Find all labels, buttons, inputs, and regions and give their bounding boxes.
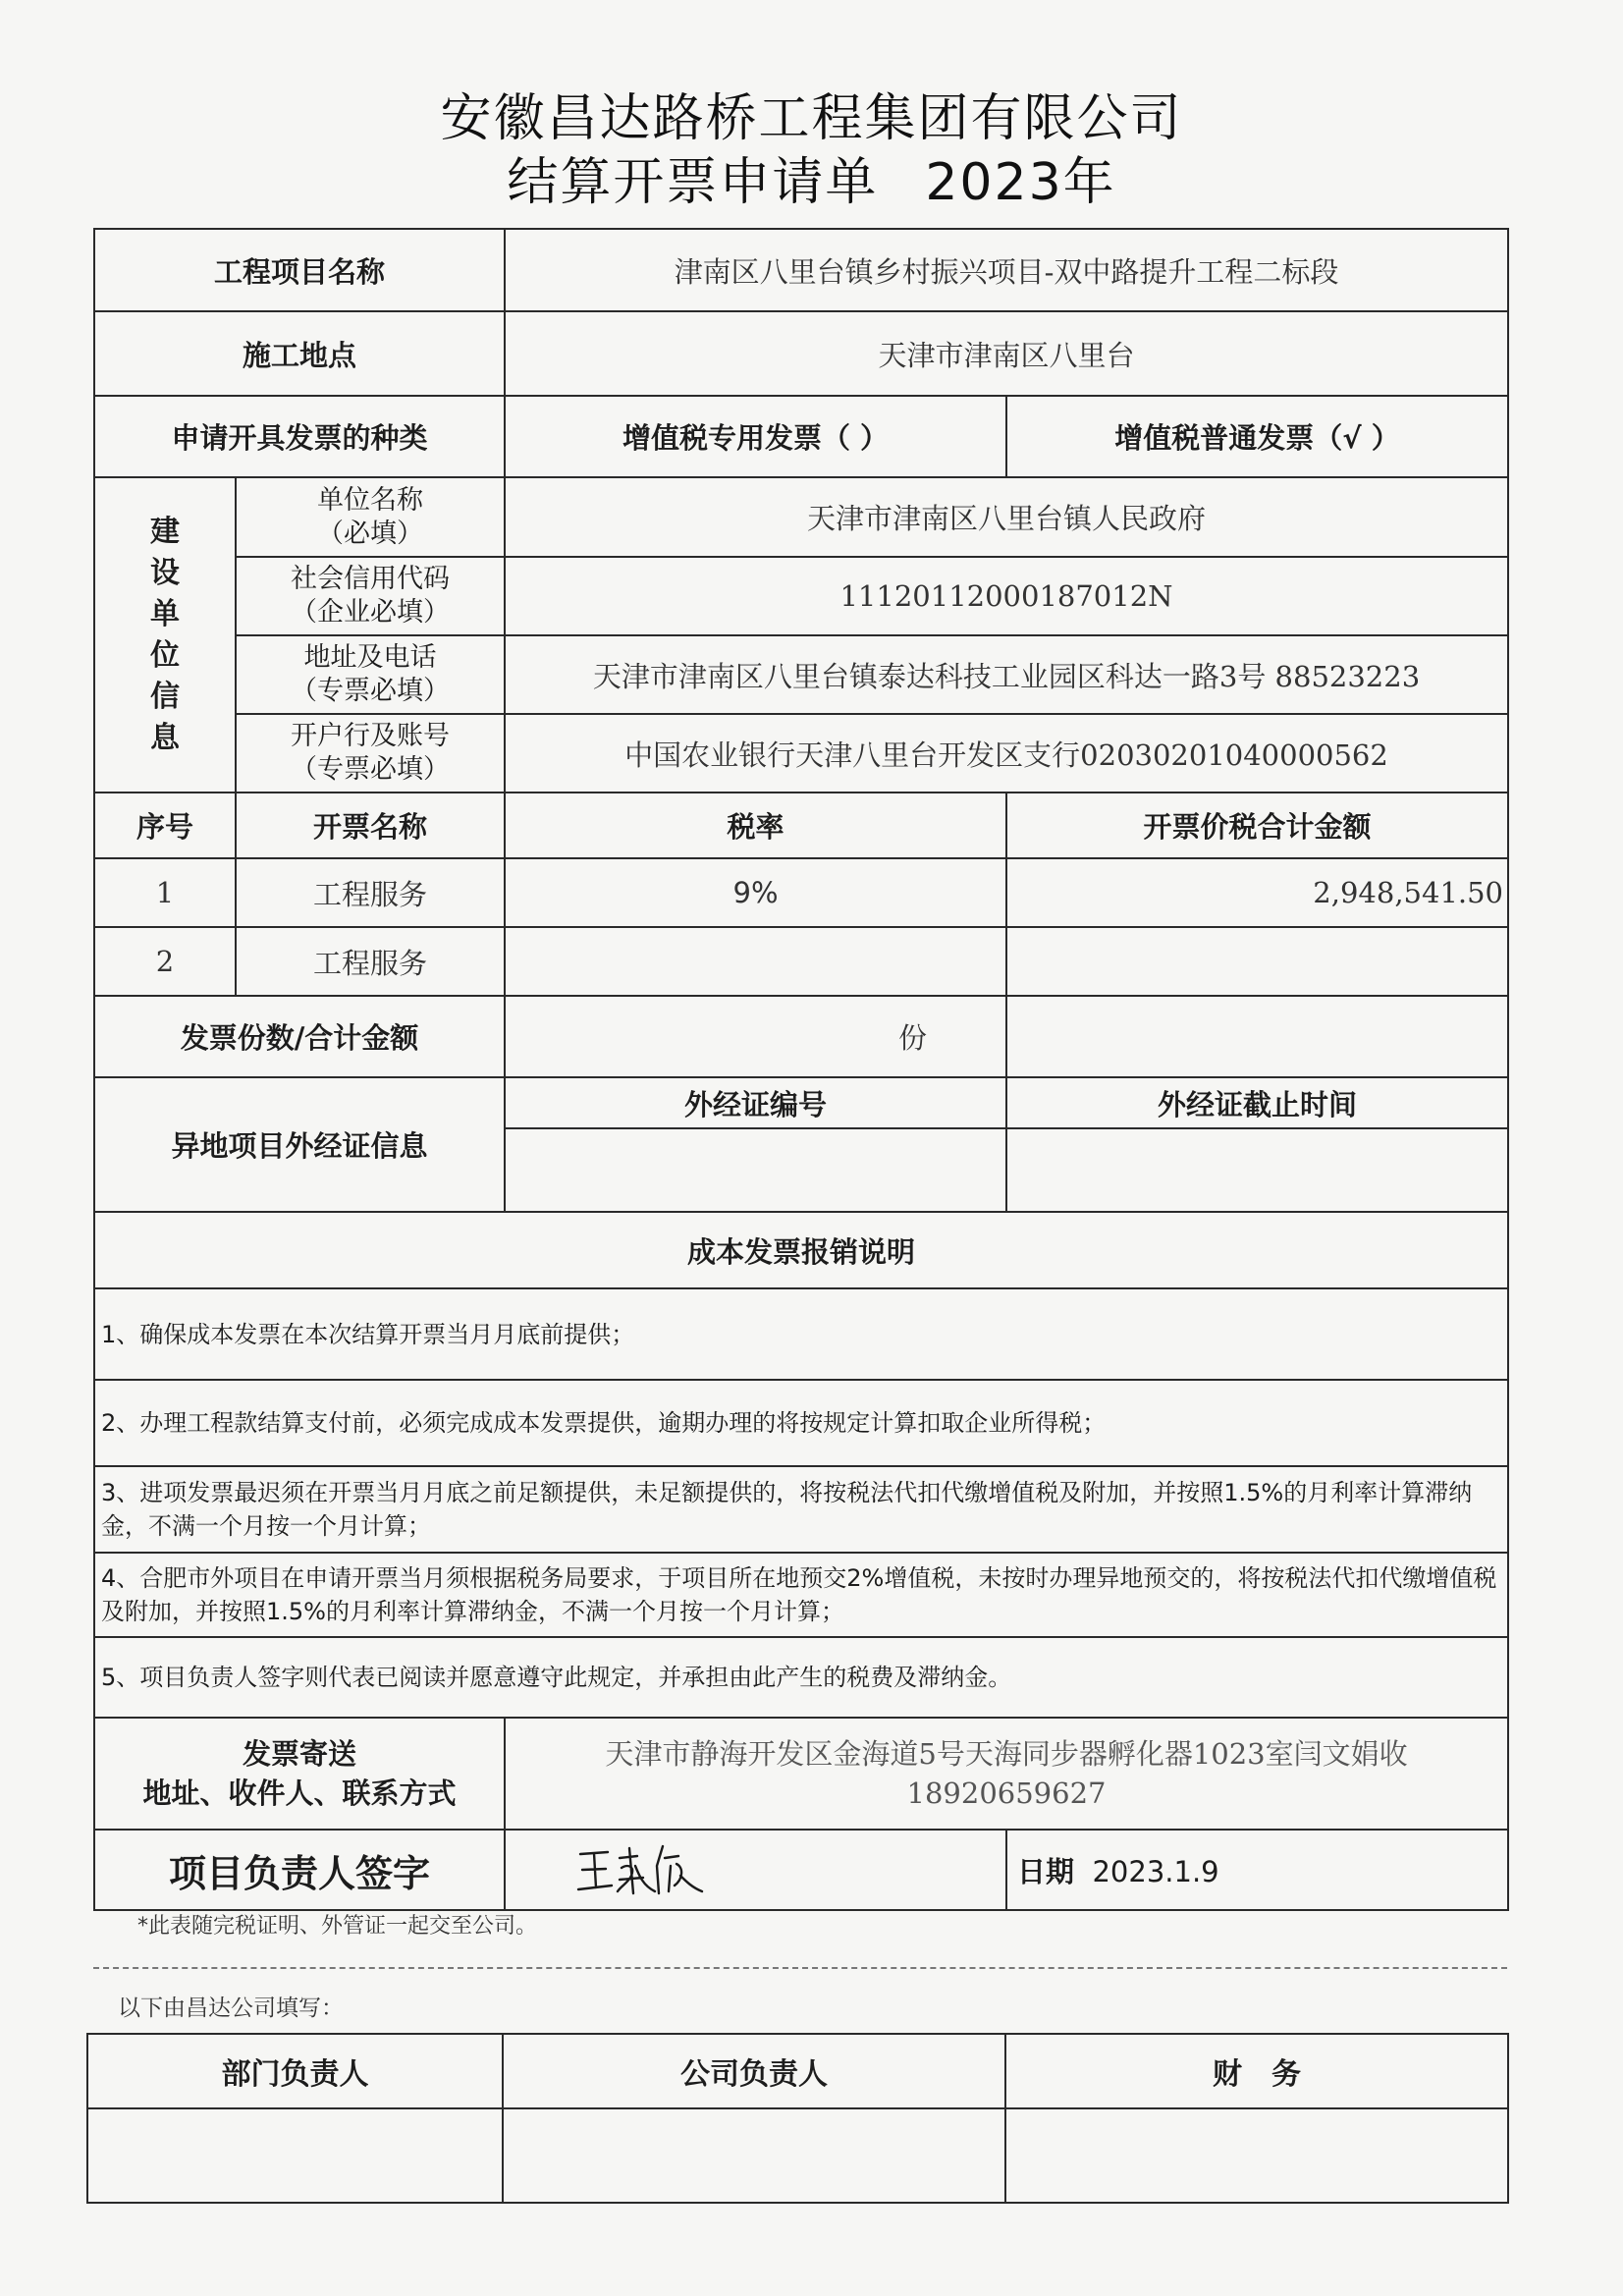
field-note: （专票必填） xyxy=(291,754,450,785)
form-title xyxy=(0,140,1623,214)
unit-name-value: 天津市津南区八里台镇人民政府 xyxy=(505,477,1508,557)
field-label: 社会信用代码 xyxy=(291,564,450,594)
invoice-type-label: 申请开具发票的种类 xyxy=(94,396,505,477)
application-form xyxy=(93,228,1509,1911)
signature-label: 项目负责人签字 xyxy=(94,1830,505,1910)
cost-note-item: 3、进项发票最迟须在开票当月月底之前足额提供，未足额提供的，将按税法代扣代缴增值税及附加，并按照1.5%的月利率计算滞纳金，不满一个月按一个月计算； xyxy=(94,1466,1508,1553)
cost-note-row xyxy=(94,1288,1508,1380)
item-name: 工程服务 xyxy=(236,858,505,927)
field-label: 单位名称 xyxy=(317,484,423,516)
cost-note-item: 5、项目负责人签字则代表已阅读并愿意遵守此规定，并承担由此产生的税费及滞纳金。 xyxy=(94,1637,1508,1718)
item-name: 工程服务 xyxy=(236,927,505,996)
item-amount: 2,948,541.50 xyxy=(1006,858,1508,927)
dept-head-sign xyxy=(87,2108,503,2203)
cost-note-row xyxy=(94,1380,1508,1466)
remote-label: 异地项目外经证信息 xyxy=(94,1077,505,1212)
form-title-text: 结算开票申请单 xyxy=(507,153,879,212)
signature-cell xyxy=(505,1830,1006,1910)
cert-deadline-value xyxy=(1006,1128,1508,1212)
cost-notes-title-row xyxy=(94,1212,1508,1288)
footnote: *此表随完税证明、外管证一起交至公司。 xyxy=(137,1914,538,1939)
table-row xyxy=(94,927,1508,996)
field-label: 开户行及账号 xyxy=(291,721,450,751)
invoice-type-normal: 增值税普通发票（√ ） xyxy=(1006,396,1508,477)
cost-note-row xyxy=(94,1466,1508,1553)
finance-header: 财 务 xyxy=(1005,2034,1508,2108)
field-note: （专票必填） xyxy=(291,676,450,706)
cost-note-row xyxy=(94,1637,1508,1718)
form-year: 2023年 xyxy=(925,153,1116,212)
project-name-label: 工程项目名称 xyxy=(94,229,505,311)
builder-field-label xyxy=(236,477,505,557)
totals-row xyxy=(94,996,1508,1077)
col-amount-header: 开票价税合计金额 xyxy=(1006,793,1508,858)
field-label: 地址及电话 xyxy=(303,642,437,673)
items-header-row xyxy=(94,793,1508,858)
dashed-divider xyxy=(93,1967,1507,1969)
remote-header-row xyxy=(94,1077,1508,1128)
builder-field-label xyxy=(236,714,505,793)
total-amount-cell xyxy=(1006,996,1508,1077)
date-cell xyxy=(1006,1830,1508,1910)
cost-notes-title: 成本发票报销说明 xyxy=(94,1212,1508,1288)
date-label: 日期 xyxy=(1017,1854,1075,1888)
mailing-label-1: 发票寄送 xyxy=(243,1737,357,1771)
approval-header-row xyxy=(87,2034,1508,2108)
date-value: 2023.1.9 xyxy=(1092,1854,1219,1888)
credit-code-value: 11120112000187012N xyxy=(505,557,1508,635)
handwritten-signature xyxy=(574,1836,712,1901)
builder-row xyxy=(94,635,1508,714)
field-note: （必填） xyxy=(317,518,423,549)
cert-no-header: 外经证编号 xyxy=(505,1077,1006,1128)
mailing-label-2: 地址、收件人、联系方式 xyxy=(142,1777,457,1810)
builder-section-char: 建 xyxy=(150,514,180,549)
company-approval-table xyxy=(86,2033,1509,2204)
signature-row xyxy=(94,1830,1508,1910)
copies-unit: 份 xyxy=(505,996,1006,1077)
item-no: 1 xyxy=(94,858,236,927)
finance-sign xyxy=(1005,2108,1508,2203)
builder-row xyxy=(94,477,1508,557)
site-row xyxy=(94,311,1508,396)
cert-deadline-header: 外经证截止时间 xyxy=(1006,1077,1508,1128)
invoice-type-row xyxy=(94,396,1508,477)
item-rate xyxy=(505,927,1006,996)
cert-no-value xyxy=(505,1128,1006,1212)
site-label: 施工地点 xyxy=(94,311,505,396)
col-name-header: 开票名称 xyxy=(236,793,505,858)
builder-section-char: 息 xyxy=(150,720,180,755)
col-no-header: 序号 xyxy=(94,793,236,858)
cost-note-row xyxy=(94,1553,1508,1637)
item-amount xyxy=(1006,927,1508,996)
project-name-value: 津南区八里台镇乡村振兴项目-双中路提升工程二标段 xyxy=(505,229,1508,311)
mailing-value xyxy=(505,1718,1508,1830)
builder-section-char: 设 xyxy=(150,555,180,590)
company-name: 安徽昌达路桥工程集团有限公司 xyxy=(440,89,1183,148)
project-name-row xyxy=(94,229,1508,311)
builder-row xyxy=(94,557,1508,635)
builder-field-label xyxy=(236,557,505,635)
invoice-type-special: 增值税专用发票（ ） xyxy=(505,396,1006,477)
field-note: （企业必填） xyxy=(291,597,450,628)
table-row xyxy=(94,858,1508,927)
mailing-row xyxy=(94,1718,1508,1830)
totals-label: 发票份数/合计金额 xyxy=(94,996,505,1077)
builder-section-label xyxy=(94,477,236,793)
builder-section-char: 单 xyxy=(150,596,180,631)
site-value: 天津市津南区八里台 xyxy=(505,311,1508,396)
builder-section-char: 信 xyxy=(150,679,180,714)
mailing-phone: 18920659627 xyxy=(906,1777,1107,1810)
address-phone-value: 天津市津南区八里台镇泰达科技工业园区科达一路3号 88523223 xyxy=(505,635,1508,714)
dept-head-header: 部门负责人 xyxy=(87,2034,503,2108)
item-rate: 9% xyxy=(505,858,1006,927)
builder-row xyxy=(94,714,1508,793)
cost-note-item: 1、确保成本发票在本次结算开票当月月底前提供； xyxy=(94,1288,1508,1380)
item-no: 2 xyxy=(94,927,236,996)
cost-note-item: 4、合肥市外项目在申请开票当月须根据税务局要求，于项目所在地预交2%增值税，未按时办理异地预交的，将按税法代扣代缴增值税及附加，并按照1.5%的月利率计算滞纳金，不满一个月按一个月计算； xyxy=(94,1553,1508,1637)
mailing-label xyxy=(94,1718,505,1830)
company-section-intro: 以下由昌达公司填写： xyxy=(118,1995,344,2021)
company-head-sign xyxy=(503,2108,1005,2203)
builder-section-char: 位 xyxy=(150,637,180,673)
bank-account-value: 中国农业银行天津八里台开发区支行02030201040000562 xyxy=(505,714,1508,793)
approval-sign-row xyxy=(87,2108,1508,2203)
col-rate-header: 税率 xyxy=(505,793,1006,858)
cost-note-item: 2、办理工程款结算支付前，必须完成成本发票提供，逾期办理的将按规定计算扣取企业所得税； xyxy=(94,1380,1508,1466)
builder-field-label xyxy=(236,635,505,714)
mailing-address: 天津市静海开发区金海道5号天海同步器孵化器1023室闫文娟收 xyxy=(605,1737,1408,1771)
company-head-header: 公司负责人 xyxy=(503,2034,1005,2108)
